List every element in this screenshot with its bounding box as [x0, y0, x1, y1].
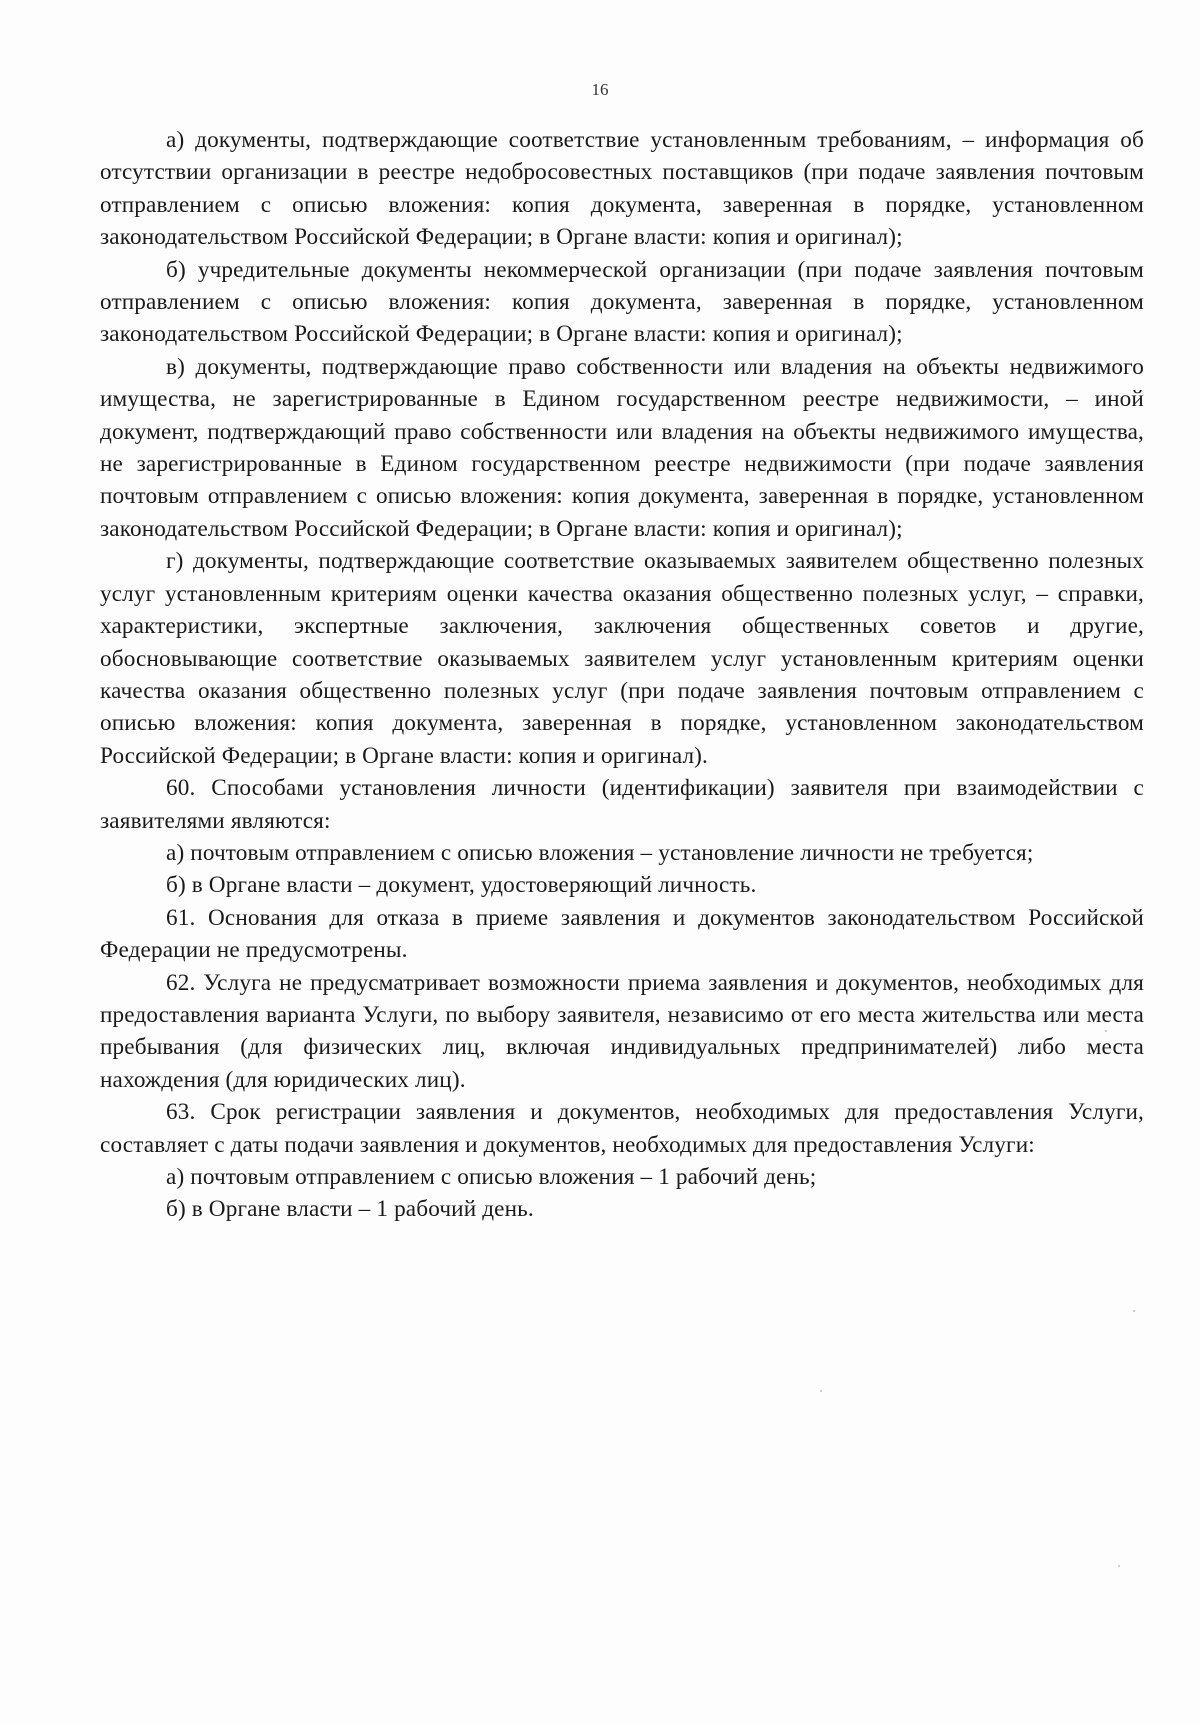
scan-speck	[1105, 1030, 1107, 1032]
page-number: 16	[591, 80, 609, 99]
paragraph-63-registration-term: 63. Срок регистрации заявления и документов, необходимых для предоставления Услуги, составляет с даты подачи заявления и документов, необходимых для предоставления Услуги:	[100, 1099, 1144, 1158]
document-body	[100, 124, 1144, 1226]
paragraph-item-v-property-rights: в) документы, подтверждающие право собственности или владения на объекты недвижимого имущества, не зарегистрированные в Едином государственном реестре недвижимости, – иной документ, подтверждающий право собственности или владения на объекты недвижимого имущества, не зарегистрированные в Едином государственном реестре недвижимости (при подаче заявления почтовым отправлением с описью вложения: копия документа, заверенная в порядке, установленном законодательством Российской Федерации; в Органе власти: копия и оригинал);	[100, 353, 1144, 542]
scan-speck	[1133, 1310, 1135, 1312]
paragraph-item-a-evidence: а) документы, подтверждающие соответствие установленным требованиям, – информация об отсутствии организации в реестре недобросовестных поставщиков (при подаче заявления почтовым отправлением с описью вложения: копия документа, заверенная в порядке, установленном законодательством Российской Федерации; в Органе власти: копия и оригинал);	[100, 127, 1144, 251]
paragraph-60-b-authority: б) в Органе власти – документ, удостоверяющий личность.	[166, 872, 757, 899]
scan-speck	[1118, 1565, 1120, 1567]
paragraph-63-a-postal: а) почтовым отправлением с описью вложения – 1 рабочий день;	[166, 1164, 817, 1190]
paragraph-item-b-founding-documents: б) учредительные документы некоммерческой организации (при подаче заявления почтовым отправлением с описью вложения: копия документа, заверенная в порядке, установленном законодательством Российской Федерации; в Органе власти: копия и оригинал);	[100, 256, 1144, 348]
paragraph-63-b-authority: б) в Органе власти – 1 рабочий день.	[166, 1196, 534, 1223]
scan-speck	[820, 1390, 822, 1392]
paragraph-item-g-service-quality: г) документы, подтверждающие соответствие оказываемых заявителем общественно полезных услуг установленным критериям оценки качества оказания общественно полезных услуг, – справки, характеристики, экспертные заключения, заключения общественных советов и другие, обосновывающие соответствие оказываемых заявителем услуг установленным критериям оценки качества оказания общественно полезных услуг (при подаче заявления почтовым отправлением с описью вложения: копия документа, заверенная в порядке, установленном законодательством Российской Федерации; в Органе власти: копия и оригинал).	[100, 548, 1144, 769]
paragraph-60-identification: 60. Способами установления личности (идентификации) заявителя при взаимодействии с заявителями являются:	[100, 775, 1144, 834]
paragraph-62-extraterritorial: 62. Услуга не предусматривает возможности приема заявления и документов, необходимых для предоставления варианта Услуги, по выбору заявителя, независимо от его места жительства или места пребывания (для физических лиц, включая индивидуальных предпринимателей) либо места нахождения (для юридических лиц).	[100, 969, 1144, 1093]
paragraph-60-a-postal: а) почтовым отправлением с описью вложения – установление личности не требуется;	[166, 839, 1034, 866]
paragraph-61-refusal-grounds: 61. Основания для отказа в приеме заявления и документов законодательством Российской Федерации не предусмотрены.	[100, 904, 1144, 964]
